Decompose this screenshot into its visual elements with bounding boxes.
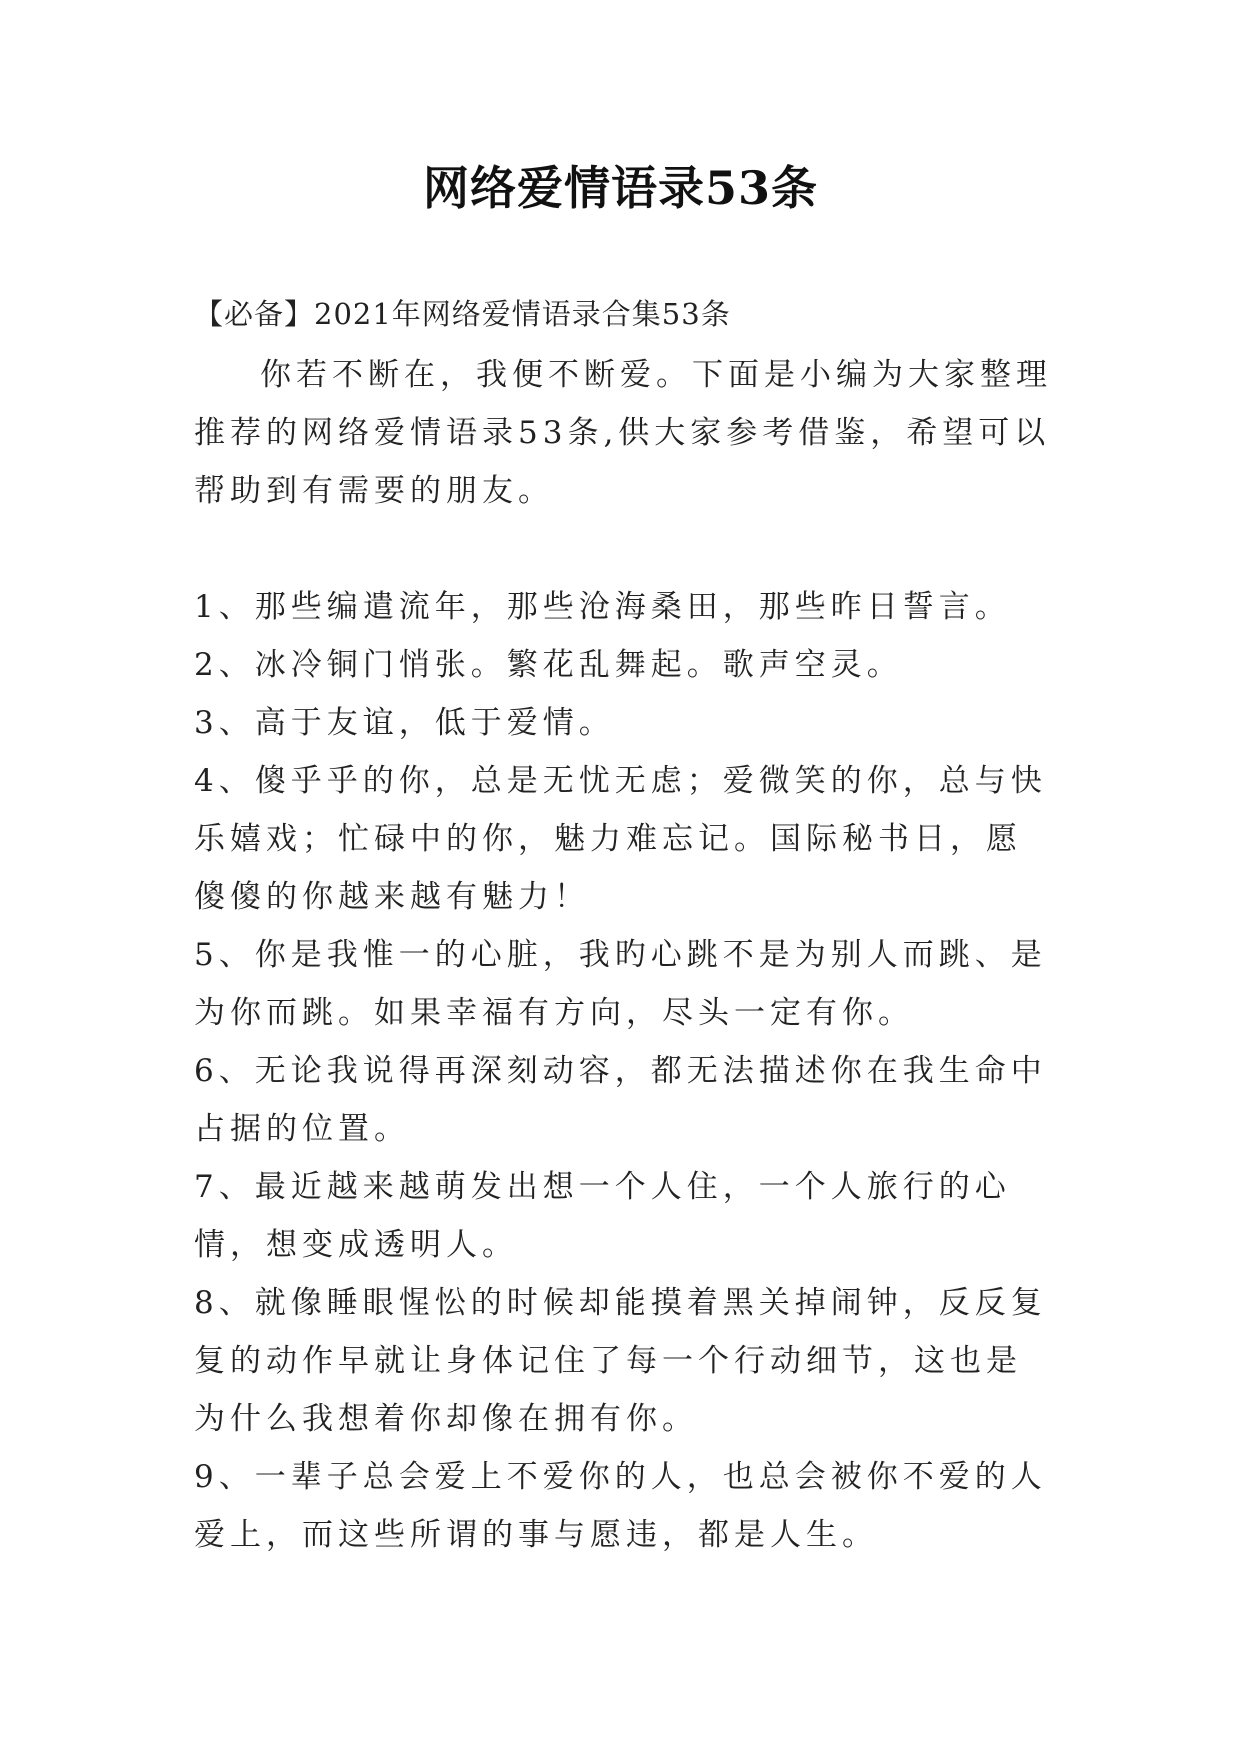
quote-item: 5、你是我惟一的心脏，我旳心跳不是为别人而跳、是为你而跳。如果幸福有方向，尽头一定有你。 (194, 937, 1047, 1031)
document-title: 网络爱情语录53条 (422, 161, 818, 215)
quote-item: 9、一辈子总会爱上不爱你的人，也总会被你不爱的人爱上，而这些所谓的事与愿违，都是人生。 (194, 1459, 1047, 1553)
quote-item: 3、高于友谊，低于爱情。 (194, 705, 615, 741)
intro-paragraph: 你若不断在，我便不断爱。下面是小编为大家整理推荐的网络爱情语录53条,供大家参考借鉴，希望可以帮助到有需要的朋友。 (194, 357, 1052, 509)
quote-item: 6、无论我说得再深刻动容，都无法描述你在我生命中占据的位置。 (194, 1053, 1047, 1147)
quote-item: 4、傻乎乎的你，总是无忧无虑；爱微笑的你，总与快乐嬉戏；忙碌中的你，魅力难忘记。国际秘书日，愿傻傻的你越来越有魅力！ (194, 763, 1047, 915)
quote-item: 7、最近越来越萌发出想一个人住，一个人旅行的心情，想变成透明人。 (194, 1169, 1011, 1263)
quote-item: 8、就像睡眼惺忪的时候却能摸着黑关掉闹钟，反反复复的动作早就让身体记住了每一个行动细节，这也是为什么我想着你却像在拥有你。 (194, 1285, 1047, 1437)
quote-list (194, 578, 1054, 1564)
document-subtitle: 【必备】2021年网络爱情语录合集53条 (194, 297, 731, 331)
quote-item: 1、那些编遣流年，那些沧海桑田，那些昨日誓言。 (194, 589, 1011, 625)
quote-item: 2、冰冷铜门悄张。繁花乱舞起。歌声空灵。 (194, 647, 903, 683)
